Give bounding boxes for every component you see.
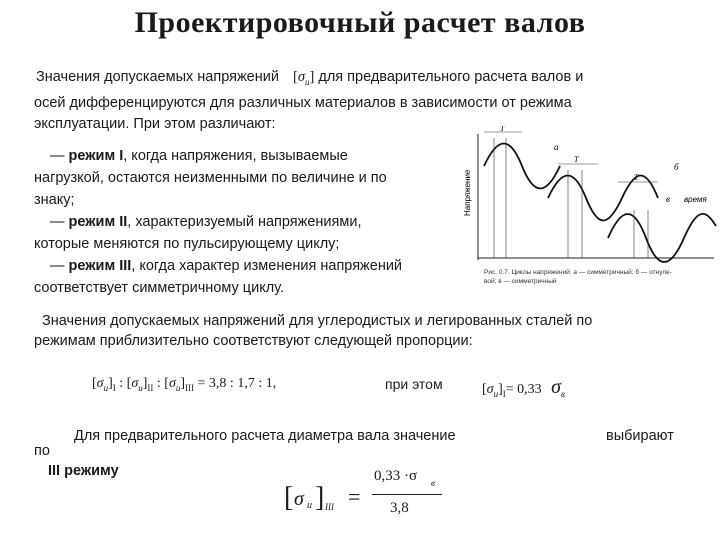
prop-sep: : — [115, 376, 127, 391]
figure-caption-line-2: вой; в — симметричный — [484, 278, 557, 285]
page-title: Проектировочный расчет валов — [134, 6, 586, 39]
bracket-left: [ — [284, 482, 294, 513]
lhs-sigma: σ — [294, 488, 304, 510]
intro-text-b: для предварительного расчета валов и — [318, 69, 584, 85]
prop-sub: и — [175, 382, 181, 393]
para3-line-3: III режиму — [48, 463, 119, 479]
proportion-formula-2 — [482, 376, 565, 399]
proportion-formula — [92, 376, 276, 393]
curve-label-a: а — [554, 142, 559, 152]
y-axis-label: Напряжение — [463, 169, 472, 216]
mode-2-line — [34, 211, 464, 233]
sigma-bracket: $[\sigma_и]$ — [292, 69, 315, 87]
prop-term-3: $[\sigma_и]_{III}$ — [164, 376, 195, 393]
curve-a — [484, 144, 560, 189]
prop-sub-III: III — [185, 382, 195, 393]
dash: — — [50, 148, 65, 164]
mode-1-line-3: знаку; — [34, 192, 75, 208]
bracket-right: ] — [315, 482, 325, 513]
final-formula — [284, 468, 454, 528]
period-label-3: T — [634, 173, 639, 182]
prop2-term: $[\sigma_и]_I$ — [482, 382, 506, 399]
sigma-symbol: σ — [297, 69, 305, 85]
para3-line-2: по — [34, 443, 50, 459]
mode-1-line — [34, 145, 464, 167]
intro-line-2: осей дифференцируются для различных материалов в зависимости от режима — [34, 95, 572, 111]
period-label-1: T — [500, 126, 505, 133]
modes-block — [34, 145, 464, 299]
period-label-2: T — [574, 155, 579, 164]
prop2-value: = 0,33 — [505, 382, 542, 397]
mode-3-label: режим III — [68, 258, 132, 274]
para2-line-2: режимам приблизительно соответствуют следующей пропорции: — [34, 333, 473, 349]
prop2-sub: и — [493, 388, 499, 399]
mode-1-line-2: нагрузкой, остаются неизменными по величине и по — [34, 170, 387, 186]
prop2-sub-I: I — [502, 388, 506, 399]
prop-sub-I: I — [112, 382, 116, 393]
para2-line-1 — [34, 310, 592, 332]
stress-cycle-figure — [458, 126, 720, 294]
prop-sub: и — [138, 382, 143, 393]
sigma-v-sub: в — [561, 388, 565, 399]
fraction-numerator: 0,33 ·σ — [374, 468, 418, 484]
sigma-sub: и — [304, 76, 310, 87]
intro-text-a: Значения допускаемых напряжений — [36, 69, 279, 85]
curve-c — [608, 214, 716, 262]
equals: = — [348, 484, 361, 509]
pri-etom: при этом — [385, 376, 443, 392]
intro-line-3: эксплуатации. При этом различают: — [34, 116, 276, 132]
mode-3-line — [34, 255, 464, 277]
time-label: время — [684, 195, 707, 204]
intro-paragraph — [36, 66, 676, 93]
mode-3-line-2: соответствует симметричному циклу. — [34, 280, 284, 296]
dash: — — [50, 258, 65, 274]
dash: — — [50, 214, 65, 230]
prop-sep: : — [153, 376, 165, 391]
prop-term-2: $[\sigma_и]_{II}$ — [126, 376, 154, 393]
lhs-sub-iii: III — [325, 502, 334, 512]
prop-values: = 3,8 : 1,7 : 1, — [194, 376, 277, 391]
para3-line-1b: выбирают — [606, 428, 674, 444]
mode-1-text: , когда напряжения, вызываемые — [123, 148, 348, 164]
fraction-denominator: 3,8 — [390, 500, 409, 516]
prop-sub: и — [103, 382, 109, 393]
figure-caption-line-1: Рис. 0.7. Циклы напряжений: а — симметричный; б — отнуле- — [484, 269, 672, 276]
prop-term-1: $[\sigma_и]_I$ — [92, 376, 116, 393]
mode-1-label: режим I — [68, 148, 124, 164]
prop-sub-II: II — [147, 382, 154, 393]
curve-label-b: б — [674, 162, 679, 172]
mode-2-label: режим II — [68, 214, 128, 230]
mode-2-line-2: которые меняются по пульсирующему циклу; — [34, 236, 340, 252]
mode-3-text: , когда характер изменения напряжений — [131, 258, 403, 274]
para2-text-1: Значения допускаемых напряжений для углеродистых и легированных сталей по — [42, 313, 593, 329]
fraction-bar — [372, 494, 442, 495]
curve-label-v: в — [666, 194, 670, 204]
lhs-sub: и — [307, 500, 312, 511]
sigma-v-symbol: σ — [551, 376, 562, 398]
para3-line-1a: Для предварительного расчета диаметра вала значение — [74, 428, 456, 444]
intro-line-1 — [36, 66, 676, 93]
numerator-sub: в — [431, 478, 435, 488]
mode-2-text: , характеризуемый напряжениями, — [127, 214, 362, 230]
